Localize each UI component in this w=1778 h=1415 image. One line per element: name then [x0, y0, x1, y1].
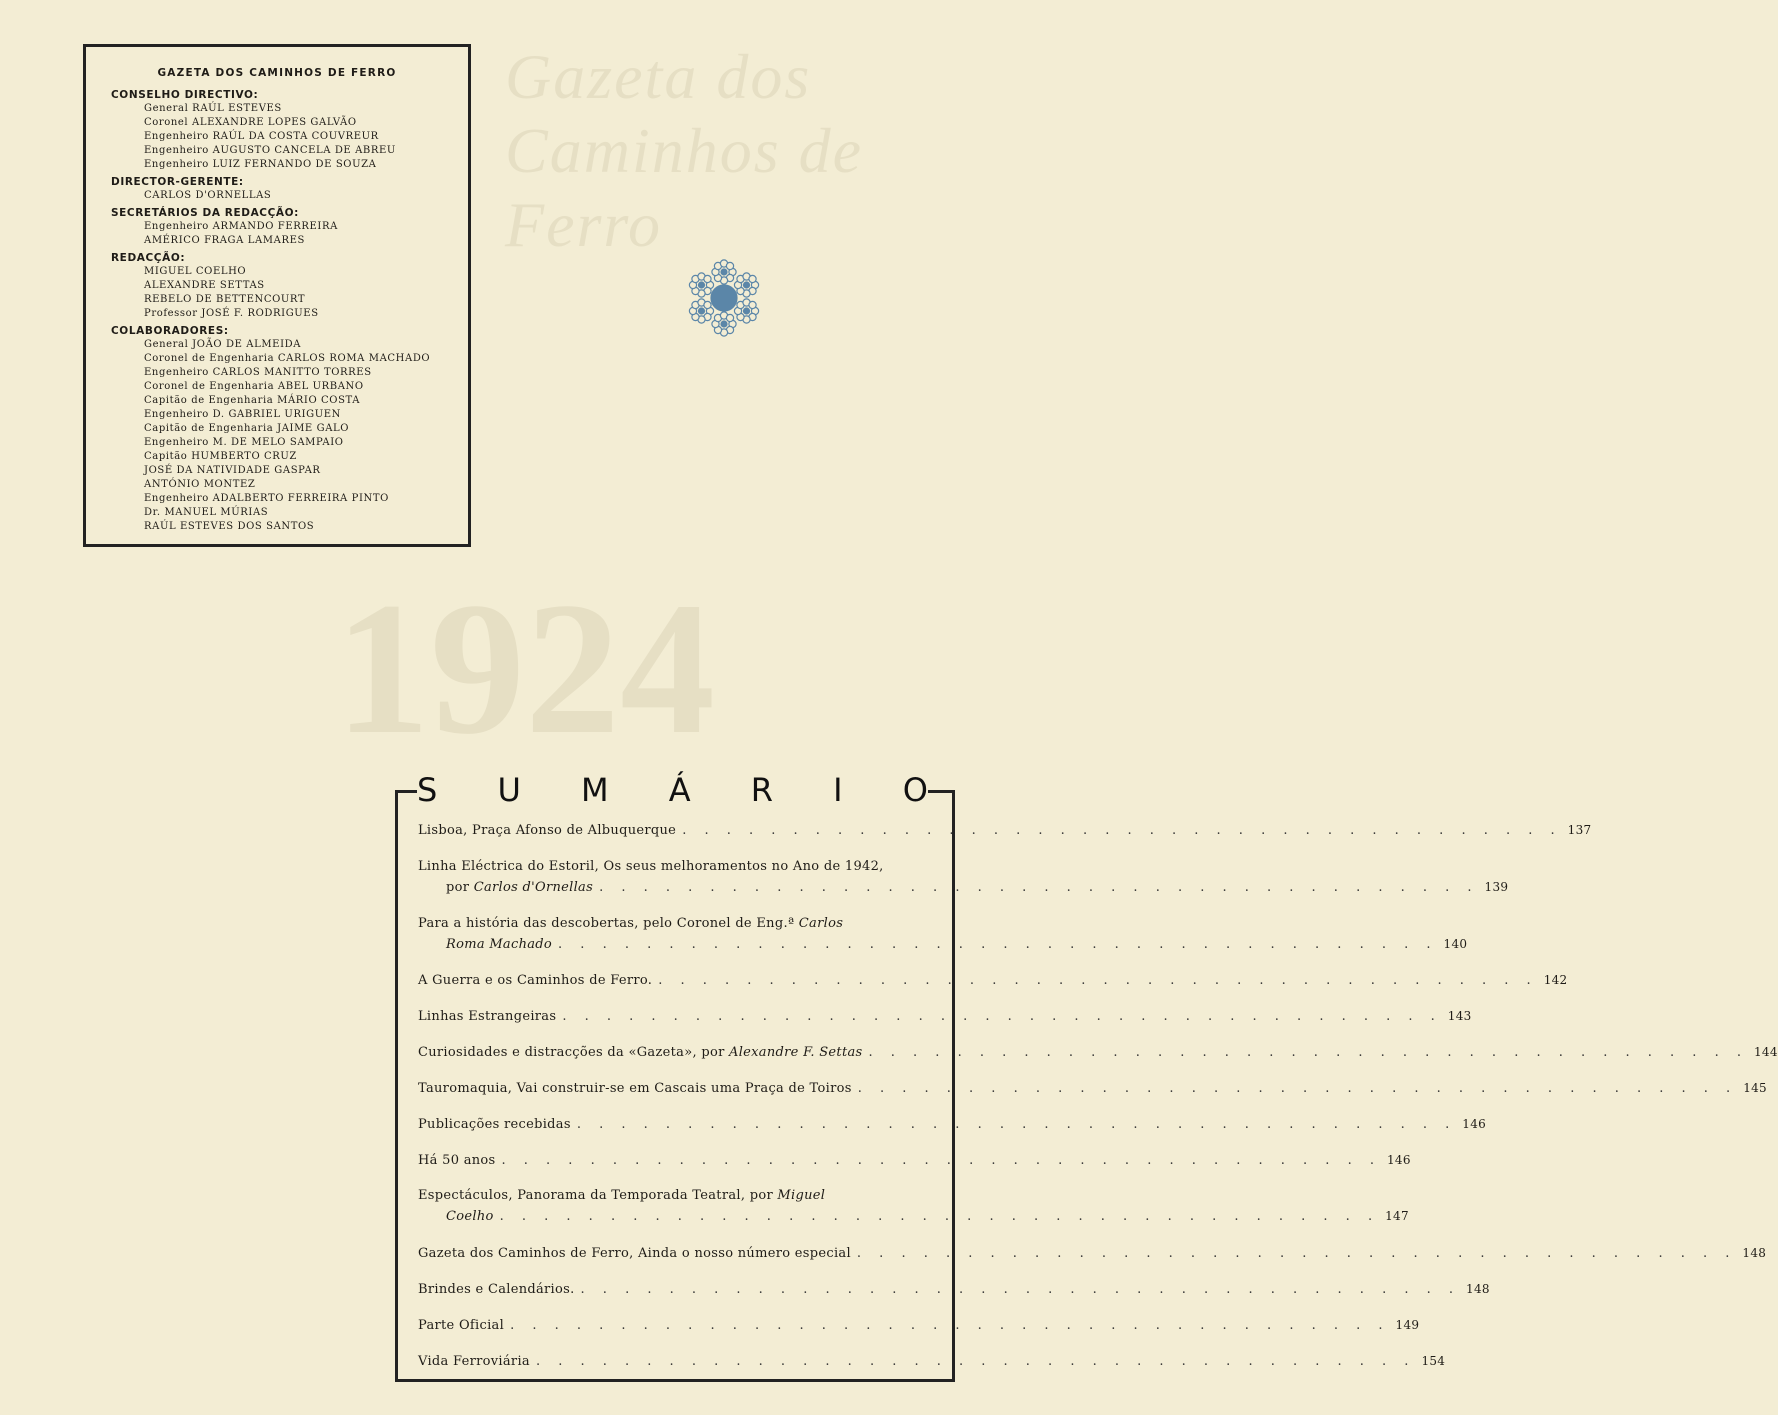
toc-entry: [418, 914, 1468, 955]
summary-box: [395, 771, 1778, 1382]
toc-entry: [418, 857, 1509, 898]
toc-page-number: 148: [1742, 1246, 1767, 1260]
summary-title-letter: S: [417, 771, 438, 809]
staff-name: Engenheiro LUIZ FERNANDO DE SOUZA: [144, 159, 377, 170]
toc-page-number: 143: [1447, 1009, 1472, 1023]
toc-entry: [418, 970, 1568, 991]
staff-name: AMÉRICO FRAGA LAMARES: [144, 235, 305, 246]
toc-leader-dots: . . . . . . . . . . . . . . . . . . . . . . . . . . . . . . . . . . . . . . . .: [682, 823, 1562, 838]
toc-page-number: 154: [1421, 1354, 1446, 1368]
staff-name: Capitão de Engenharia JAIME GALO: [144, 423, 350, 434]
staff-name: Coronel de Engenharia ABEL URBANO: [144, 381, 364, 392]
staff-name: Capitão de Engenharia MÁRIO COSTA: [144, 395, 361, 406]
section-heading: SECRETÁRIOS DA REDACÇÃO:: [111, 207, 299, 219]
summary-title-letter: O: [902, 771, 928, 809]
summary-title: [417, 773, 928, 807]
toc-entry-title: Para a história das descobertas, pelo Coronel de Eng.ª Carlos: [418, 916, 844, 931]
toc-entry-title: Lisboa, Praça Afonso de Albuquerque: [418, 823, 677, 838]
toc-leader-dots: . . . . . . . . . . . . . . . . . . . . . . . . . . . . . . . . . . . . . . . .: [535, 1354, 1416, 1369]
staff-name: MIGUEL COELHO: [144, 266, 247, 277]
toc-entry-title: Roma Machado: [446, 937, 553, 952]
toc-page-number: 149: [1395, 1318, 1420, 1332]
toc-leader-dots: . . . . . . . . . . . . . . . . . . . . . . . . . . . . . . . . . . . . . . . .: [576, 1117, 1457, 1132]
toc-page-number: 144: [1753, 1045, 1778, 1059]
toc-leader-dots: . . . . . . . . . . . . . . . . . . . . . . . . . . . . . . . . . . . . . . . .: [599, 880, 1479, 895]
staff-name: General RAÚL ESTEVES: [144, 103, 282, 114]
staff-name: Engenheiro ADALBERTO FERREIRA PINTO: [144, 493, 389, 504]
toc-leader-dots: . . . . . . . . . . . . . . . . . . . . . . . . . . . . . . . . . . . . . . . .: [562, 1009, 1442, 1024]
toc-leader-dots: . . . . . . . . . . . . . . . . . . . . . . . . . . . . . . . . . . . . . . . .: [558, 937, 1438, 952]
toc-entry: [418, 1150, 1411, 1171]
masthead-box: [83, 44, 471, 547]
staff-name: Dr. MANUEL MÚRIAS: [144, 507, 269, 518]
toc-leader-dots: . . . . . . . . . . . . . . . . . . . . . . . . . . . . . . . . . . . . . . . .: [501, 1153, 1381, 1168]
toc-page-number: 146: [1386, 1153, 1411, 1167]
toc-entry: [418, 1078, 1767, 1099]
toc-entry-title: Coelho: [446, 1209, 494, 1224]
toc-page-number: 148: [1466, 1282, 1490, 1296]
ghost-year-showthrough: 1924: [335, 564, 715, 774]
toc-page-number: 147: [1385, 1209, 1409, 1223]
toc-entry-title: Gazeta dos Caminhos de Ferro, Ainda o nosso número especial: [418, 1246, 851, 1261]
masthead-sections: [111, 88, 458, 537]
section-heading: CONSELHO DIRECTIVO:: [111, 89, 259, 101]
toc-entry-title: Parte Oficial: [418, 1318, 505, 1333]
staff-name: ALEXANDRE SETTAS: [144, 280, 265, 291]
toc-entry-title: Brindes e Calendários.: [418, 1282, 575, 1297]
toc-entry-title: Linhas Estrangeiras: [418, 1009, 557, 1024]
masthead-section: [111, 175, 458, 203]
toc-page-number: 140: [1443, 937, 1468, 951]
staff-name: RAÚL ESTEVES DOS SANTOS: [144, 521, 315, 532]
section-heading: COLABORADORES:: [111, 325, 229, 337]
toc-entry-title: Tauromaquia, Vai construir-se em Cascais uma Praça de Toiros: [418, 1081, 852, 1096]
staff-name: General JOÃO DE ALMEIDA: [144, 339, 302, 350]
staff-name: Professor JOSÉ F. RODRIGUES: [144, 308, 319, 319]
toc-entry-title: Espectáculos, Panorama da Temporada Teatral, por Miguel: [418, 1188, 826, 1203]
masthead-title: GAZETA DOS CAMINHOS DE FERRO: [157, 67, 397, 79]
staff-name: Engenheiro RAÚL DA COSTA COUVREUR: [144, 131, 379, 142]
toc-entry-title: Linha Eléctrica do Estoril, Os seus melhoramentos no Ano de 1942,: [418, 859, 884, 874]
toc-leader-dots: . . . . . . . . . . . . . . . . . . . . . . . . . . . . . . . . . . . . . . . .: [580, 1282, 1461, 1297]
staff-name: Engenheiro D. GABRIEL URIGUEN: [144, 409, 341, 420]
staff-name: Coronel ALEXANDRE LOPES GALVÃO: [144, 117, 357, 128]
toc-entry: [418, 1006, 1472, 1027]
toc-leader-dots: . . . . . . . . . . . . . . . . . . . . . . . . . . . . . . . . . . . . . . . .: [499, 1209, 1380, 1224]
section-heading: REDACÇÃO:: [111, 252, 186, 264]
toc-leader-dots: . . . . . . . . . . . . . . . . . . . . . . . . . . . . . . . . . . . . . . . .: [856, 1246, 1737, 1261]
staff-name: Engenheiro AUGUSTO CANCELA DE ABREU: [144, 145, 396, 156]
staff-name: JOSÉ DA NATIVIDADE GASPAR: [144, 465, 321, 476]
toc-leader-dots: . . . . . . . . . . . . . . . . . . . . . . . . . . . . . . . . . . . . . . . .: [868, 1045, 1748, 1060]
staff-name: Engenheiro ARMANDO FERREIRA: [144, 221, 338, 232]
wire-rope-cross-section-icon: [682, 256, 766, 340]
summary-title-letter: Á: [668, 771, 691, 809]
summary-title-letter: U: [497, 771, 521, 809]
ghost-masthead-showthrough: Gazeta dos Caminhos de Ferro: [505, 41, 863, 260]
section-heading: DIRECTOR-GERENTE:: [111, 176, 244, 188]
masthead-section: [111, 251, 458, 321]
staff-name: Coronel de Engenharia CARLOS ROMA MACHADO: [144, 353, 431, 364]
masthead-section: [111, 88, 458, 172]
toc-page-number: 146: [1462, 1117, 1487, 1131]
toc-entry-title: Publicações recebidas: [418, 1117, 571, 1132]
summary-title-letter: M: [581, 771, 609, 809]
toc-entry-title: por Carlos d'Ornellas: [446, 880, 594, 895]
table-of-contents: [418, 820, 1778, 1387]
toc-leader-dots: . . . . . . . . . . . . . . . . . . . . . . . . . . . . . . . . . . . . . . . .: [658, 973, 1538, 988]
toc-entry: [418, 1351, 1446, 1372]
toc-page-number: 139: [1484, 880, 1509, 894]
toc-entry: [418, 1186, 1409, 1227]
toc-entry: [418, 1042, 1778, 1063]
staff-name: ANTÓNIO MONTEZ: [144, 479, 256, 490]
toc-entry-title: A Guerra e os Caminhos de Ferro.: [418, 973, 653, 988]
toc-leader-dots: . . . . . . . . . . . . . . . . . . . . . . . . . . . . . . . . . . . . . . . .: [510, 1318, 1390, 1333]
toc-entry-title: Vida Ferroviária: [418, 1354, 530, 1369]
staff-name: Capitão HUMBERTO CRUZ: [144, 451, 297, 462]
summary-title-letter: I: [833, 771, 843, 809]
staff-name: CARLOS D'ORNELLAS: [144, 190, 272, 201]
staff-name: Engenheiro CARLOS MANITTO TORRES: [144, 367, 372, 378]
staff-name: Engenheiro M. DE MELO SAMPAIO: [144, 437, 344, 448]
toc-entry: [418, 820, 1592, 841]
toc-entry: [418, 1243, 1767, 1264]
toc-page-number: 142: [1543, 973, 1568, 987]
toc-entry-title: Há 50 anos: [418, 1153, 496, 1168]
toc-entry-title: Curiosidades e distracções da «Gazeta», por Alexandre F. Settas: [418, 1045, 863, 1060]
toc-page-number: 145: [1743, 1081, 1767, 1095]
masthead-section: [111, 206, 458, 248]
masthead-section: [111, 324, 458, 534]
toc-entry: [418, 1114, 1487, 1135]
toc-leader-dots: . . . . . . . . . . . . . . . . . . . . . . . . . . . . . . . . . . . . . . . .: [857, 1081, 1738, 1096]
staff-name: REBELO DE BETTENCOURT: [144, 294, 306, 305]
summary-title-letter: R: [750, 771, 774, 809]
toc-page-number: 137: [1567, 823, 1592, 837]
toc-entry: [418, 1279, 1490, 1300]
toc-entry: [418, 1315, 1420, 1336]
